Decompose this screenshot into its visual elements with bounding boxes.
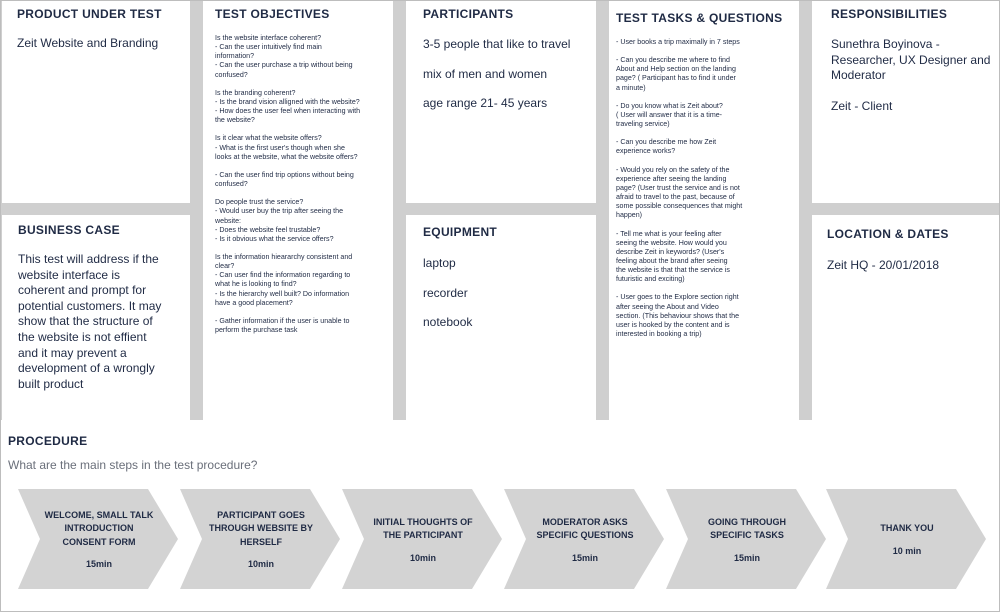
task-line: - Would you rely on the safety of the [616, 165, 730, 174]
task-line: futuristic and exciting) [616, 275, 685, 284]
chevron-arrow-shape [826, 489, 986, 589]
business-case-line: coherent and prompt for [18, 283, 147, 298]
objective-line: Is it clear what the website offers? [215, 134, 322, 143]
task-line: user is hooked by the content and is [616, 320, 730, 329]
business-case-line: and it may prevent a [18, 345, 127, 360]
task-line: page? ( Participant has to find it under [616, 74, 736, 83]
procedure-step-line: GOING THROUGH [708, 516, 786, 527]
task-group [616, 138, 798, 156]
objective-line: Do people trust the service? [215, 198, 304, 207]
equipment-item: recorder [423, 285, 468, 300]
task-group [616, 293, 798, 339]
objective-line: - Is it obvious what the service offers? [215, 234, 334, 243]
procedure-step [342, 489, 502, 589]
procedure-step-label [38, 509, 160, 550]
procedure-step-line: THANK YOU [880, 523, 934, 534]
objective-group [215, 89, 391, 126]
procedure-step-line: PARTICIPANT GOES [217, 509, 305, 520]
responsibility-line: Sunethra Boyinova - [831, 37, 940, 51]
task-group [616, 102, 798, 129]
participant-item: mix of men and women [423, 66, 548, 81]
procedure-step-label [846, 522, 968, 536]
test-objectives-heading: TEST OBJECTIVES [215, 7, 330, 21]
task-group [616, 38, 798, 47]
equipment-heading: EQUIPMENT [423, 225, 498, 239]
procedure-step-label [362, 516, 484, 543]
objective-line: - Is the hierarchy well built? Do information [215, 289, 350, 298]
business-case-line: show that the structure of [18, 314, 153, 329]
participants-list [423, 37, 595, 126]
objective-group [215, 171, 391, 189]
objective-line: Is the information hieararchy consistent and [215, 252, 353, 261]
objective-line: - Can the user purchase a trip without being [215, 61, 353, 70]
equipment-item: notebook [423, 315, 473, 329]
task-line: interested in booking a trip) [616, 330, 702, 339]
objective-line: - Is the brand vision alligned with the website? [215, 97, 360, 106]
procedure-step-duration: 15min [571, 552, 598, 563]
procedure-step [18, 489, 178, 589]
business-case-text [18, 252, 188, 392]
responsibilities-card [812, 0, 1000, 203]
procedure-step [666, 489, 826, 589]
task-line: happen) [616, 211, 643, 220]
task-line: ( User will answer that it is a time- [616, 110, 723, 119]
procedure-question: What are the main steps in the test procedure? [8, 458, 258, 472]
task-line: About and Help section on the landing [616, 65, 736, 74]
responsibilities-text [831, 37, 999, 114]
responsibility-client: Zeit - Client [831, 98, 893, 113]
objective-line: the website? [215, 116, 255, 125]
business-case-line: built product [18, 376, 84, 391]
procedure-step [180, 489, 340, 589]
objective-line: - What is the first user's though when she [215, 143, 345, 152]
business-case-card [2, 215, 190, 420]
responsibilities-heading: RESPONSIBILITIES [831, 7, 948, 21]
objective-line: - Would user buy the trip after seeing the [215, 207, 344, 216]
test-objectives-list [215, 34, 391, 344]
task-group [616, 230, 798, 285]
product-under-test-text: Zeit Website and Branding [17, 36, 159, 50]
procedure-step-line: SPECIFIC TASKS [710, 530, 784, 540]
business-case-line: development of a wrongly [18, 361, 155, 376]
procedure-step-label [524, 516, 646, 543]
participant-item: age range 21- 45 years [423, 96, 548, 110]
objective-line: - Gather information if the user is unable to [215, 316, 350, 325]
objective-line: - Can user find the information regarding to [215, 271, 351, 280]
test-objectives-card [203, 0, 393, 420]
procedure-step-label [200, 509, 322, 550]
objective-line: - How does the user feel when interacting with [215, 107, 361, 116]
task-line: some possible consequences that might [616, 202, 743, 211]
test-tasks-heading: TEST TASKS & QUESTIONS [616, 11, 783, 25]
procedure-step-duration: 10min [247, 559, 274, 570]
procedure-step-line: MODERATOR ASKS [542, 516, 628, 527]
task-line: - User goes to the Explore section right [616, 293, 739, 302]
task-group [616, 56, 798, 93]
objective-line: looks at the website, what the website offers? [215, 152, 358, 161]
objective-line: - Can the user intuitively find main [215, 43, 322, 52]
procedure-step-duration: 15min [85, 559, 112, 570]
equipment-item: laptop [423, 256, 456, 270]
product-under-test-heading: PRODUCT UNDER TEST [17, 7, 162, 21]
test-tasks-list [616, 38, 798, 348]
task-line: - Do you know what is Zeit about? [616, 101, 723, 110]
participants-heading: PARTICIPANTS [423, 7, 514, 21]
objective-line: information? [215, 52, 255, 61]
location-dates-text: Zeit HQ - 20/01/2018 [827, 258, 940, 272]
task-line: experience works? [616, 147, 676, 156]
procedure-step-line: INTRODUCTION [64, 523, 134, 534]
task-line: - Tell me what is your feeling after [616, 229, 722, 238]
task-line: afraid to travel to the past, because of [616, 193, 735, 202]
task-line: - Can you describe me where to find [616, 56, 730, 65]
responsibility-line: Moderator [831, 68, 886, 83]
equipment-list [423, 256, 472, 345]
procedure-step-duration: 15min [733, 552, 760, 563]
procedure-step-line: THE PARTICIPANT [383, 530, 463, 540]
task-line: - Can you describe me how Zeit [616, 138, 717, 147]
objective-line: Is the branding coherent? [215, 88, 296, 97]
procedure-step-line: THROUGH WEBSITE BY [208, 523, 313, 534]
objective-line: website: [215, 216, 242, 225]
task-line: page? (User trust the service and is not [616, 183, 740, 192]
equipment-card [406, 215, 596, 420]
procedure-step-line: CONSENT FORM [62, 536, 136, 547]
task-line: after seeing the About and Video [616, 302, 719, 311]
location-dates-heading: LOCATION & DATES [827, 227, 949, 241]
procedure-step-label [686, 516, 808, 543]
task-line: a minute) [616, 83, 646, 92]
objective-group [215, 317, 391, 335]
task-line: the website is that that the service is [616, 266, 730, 275]
objective-line: - Does the website feel trustable? [215, 225, 321, 234]
product-under-test-card [2, 0, 190, 203]
business-case-heading: BUSINESS CASE [18, 223, 120, 237]
procedure-step-line: SPECIFIC QUESTIONS [536, 530, 634, 540]
procedure-step-line: HERSELF [239, 536, 282, 547]
procedure-step [826, 489, 986, 589]
objective-group [215, 134, 391, 161]
procedure-step-duration: 10 min [892, 545, 922, 556]
participant-item: 3-5 people that like to travel [423, 37, 571, 51]
objective-line: clear? [215, 262, 235, 271]
procedure-step-line: INITIAL THOUGHTS OF [373, 516, 473, 527]
task-line: describe Zeit in keywords? (User's [616, 247, 725, 256]
task-line: traveling service) [616, 120, 670, 129]
test-tasks-card [609, 0, 799, 420]
procedure-step-duration: 10min [409, 552, 436, 563]
procedure-step-line: WELCOME, SMALL TALK [44, 509, 154, 520]
business-case-line: potential customers. It may [18, 298, 162, 313]
objective-line: Is the website interface coherent? [215, 34, 322, 42]
task-line: section. (This behaviour shows that the [616, 311, 740, 320]
objective-line: have a good placement? [215, 298, 293, 307]
responsibility-line: Researcher, UX Designer and [831, 52, 991, 67]
objective-line: - Can the user find trip options without being [215, 170, 354, 179]
business-case-line: This test will address if the [18, 252, 159, 266]
task-group [616, 166, 798, 221]
task-line: - User books a trip maximally in 7 steps [616, 38, 740, 46]
objective-line: confused? [215, 180, 248, 189]
procedure-heading: PROCEDURE [8, 434, 88, 448]
procedure-step [504, 489, 664, 589]
business-case-line: website interface is [18, 267, 121, 282]
objective-group [215, 198, 391, 244]
task-line: feeling about the brand after seeing [616, 256, 728, 265]
business-case-line: the website is not effient [18, 329, 147, 344]
objective-group [215, 253, 391, 308]
objective-line: what he is looking to find? [215, 280, 297, 289]
objective-line: perform the purchase task [215, 326, 298, 335]
task-line: experience after seeing the landing [616, 174, 727, 183]
task-line: seeing the website. How would you [616, 238, 727, 247]
objective-group [215, 34, 391, 80]
location-dates-card [812, 215, 1000, 420]
objective-line: confused? [215, 70, 248, 79]
participants-card [406, 0, 596, 203]
